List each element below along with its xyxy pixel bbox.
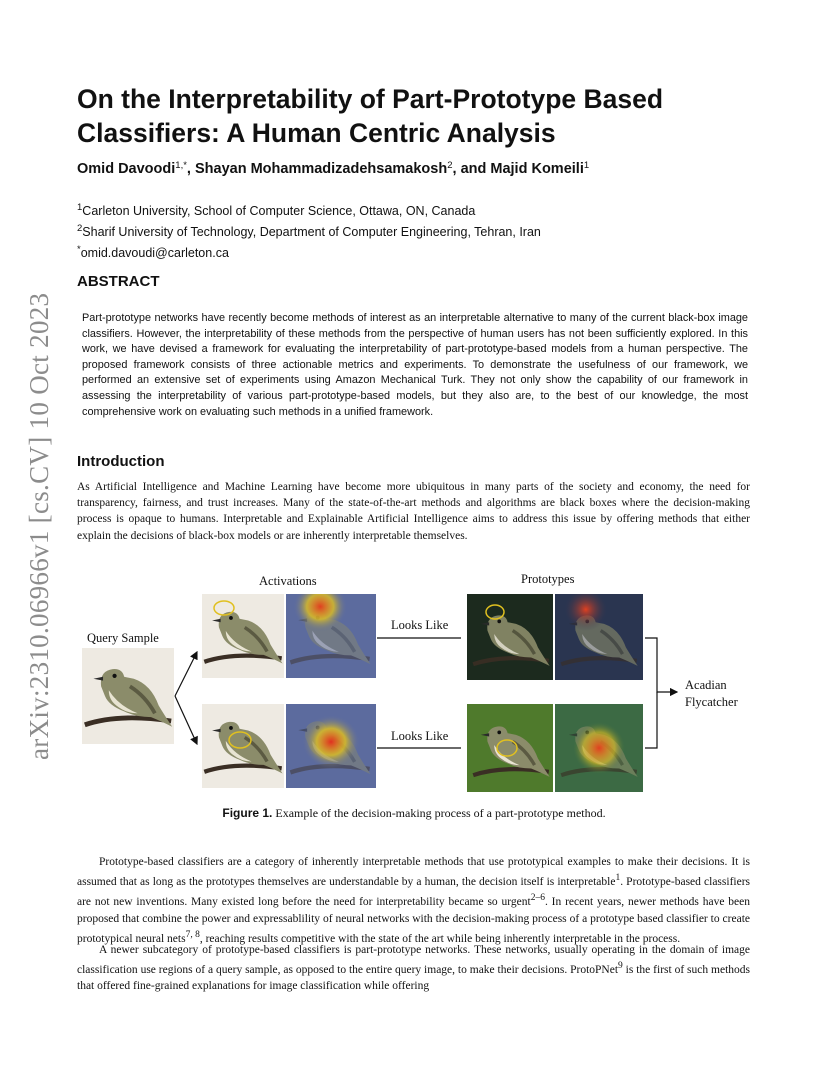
figure-1 xyxy=(77,568,757,800)
activations-label: Activations xyxy=(259,574,317,588)
caption-label: Figure 1. xyxy=(222,806,273,820)
affil-mark: 1 xyxy=(77,202,83,213)
author-affil-mark: 1 xyxy=(583,160,590,171)
introduction-heading: Introduction xyxy=(77,453,165,470)
looks-like-label-bottom: Looks Like xyxy=(391,729,449,743)
affiliation-line xyxy=(77,199,541,220)
paragraph-text: . Prototype-based classifiers are not new inventions. Many existed long before the need for interpretability became so urgent xyxy=(77,876,750,909)
affil-text: Sharif University of Technology, Department of Computer Engineering, Tehran, Iran xyxy=(82,225,541,239)
author-affil-mark: 2 xyxy=(447,160,453,171)
body-paragraph xyxy=(77,942,750,995)
author-affil-mark: 1,* xyxy=(175,160,187,171)
author-name: Omid Davoodi xyxy=(77,161,176,177)
affil-mark: 2 xyxy=(77,223,83,234)
affil-mark: * xyxy=(77,244,81,255)
paper-title: On the Interpretability of Part-Prototype Based Classifiers: A Human Centric Analysis xyxy=(77,84,664,148)
affiliation-line xyxy=(77,241,541,262)
author-list xyxy=(77,160,589,177)
citation-ref[interactable]: 1 xyxy=(615,873,621,884)
citation-ref[interactable]: 9 xyxy=(618,961,623,972)
class-output-label: Flycatcher xyxy=(685,695,738,709)
paragraph-text: Prototype-based classifiers are a category of inherently interpretable methods that use prototypical examples to make their decisions. It is assumed that as long as the prototypes themselves are understandable by a human, the decision itself is interpretable xyxy=(77,856,750,889)
corresponding-email: omid.davoudi@carleton.ca xyxy=(80,246,229,260)
introduction-paragraph: As Artificial Intelligence and Machine Learning have become more ubiquitous in many parts of the society and economy, the need for transparency, fairness, and trust increases. Many of the state-of-the-art methods and algorithms are black boxes where the decision-making process is opaque to humans. Interpretable and Explainable Artificial Intelligence aims to address this issue by offering methods that either explain the decisions of black-box models or are inherently interpretable themselves. xyxy=(77,481,750,542)
affiliation-line xyxy=(77,220,541,241)
looks-like-label-top: Looks Like xyxy=(391,618,449,632)
prototypes-label: Prototypes xyxy=(521,572,575,586)
author-separator: , and xyxy=(452,161,491,177)
citation-ref[interactable]: 2–6 xyxy=(530,893,545,904)
author-separator: , xyxy=(186,161,195,177)
citation-ref[interactable]: 7, 8 xyxy=(185,929,200,940)
caption-text: Example of the decision-making process of a part-prototype method. xyxy=(272,806,606,820)
paragraph-text: A newer subcategory of prototype-based classifiers is part-prototype networks. These networks, usually operating in the domain of image classification use regions of a query sample, as opposed to the entire query image, to make their decisions. ProtoPNet xyxy=(77,944,750,977)
figure-connectors xyxy=(77,568,757,800)
body-paragraph xyxy=(77,854,750,947)
figure-caption xyxy=(0,806,828,821)
paragraph-text: is the first of such methods that offered fine-grained explanations for image classification while offering xyxy=(77,964,750,993)
author-name: Majid Komeili xyxy=(490,161,584,177)
paragraph-text: , reaching results competitive with the state of the art while being inherently interpretable in the process. xyxy=(199,932,681,945)
author-name: Shayan Mohammadizadehsamakosh xyxy=(194,161,448,177)
paragraph-text: . In recent years, newer methods have been proposed that combine the power and expressablility of neural networks with the decision-making process of a prototype based classifier to create prototypical neural nets xyxy=(77,896,750,945)
affiliations xyxy=(77,199,541,262)
abstract-text: Part-prototype networks have recently become methods of interest as an interpretable alternative to many of the current black-box image classifiers. However, the interpretability of these methods from the perspective of human users has not been sufficiently explored. In this work, we have devised a framework for evaluating the interpretability of part-prototype-based models from a human perspective. The proposed framework consists of three actionable metrics and experiments. To demonstrate the usefulness of our framework, we performed an extensive set of experiments using Amazon Mechanical Turk. They not only show the capability of our framework in assessing the interpretability of various part-prototype-based models, but they also are, to the best of our knowledge, the most comprehensive work on evaluating such methods in a unified framework. xyxy=(82,312,748,418)
abstract-heading: ABSTRACT xyxy=(77,273,160,290)
class-output-label: Acadian xyxy=(685,678,727,692)
query-sample-label: Query Sample xyxy=(87,631,159,645)
affil-text: Carleton University, School of Computer Science, Ottawa, ON, Canada xyxy=(82,204,476,218)
arxiv-side-stamp: arXiv:2310.06966v1 [cs.CV] 10 Oct 2023 xyxy=(24,292,54,760)
